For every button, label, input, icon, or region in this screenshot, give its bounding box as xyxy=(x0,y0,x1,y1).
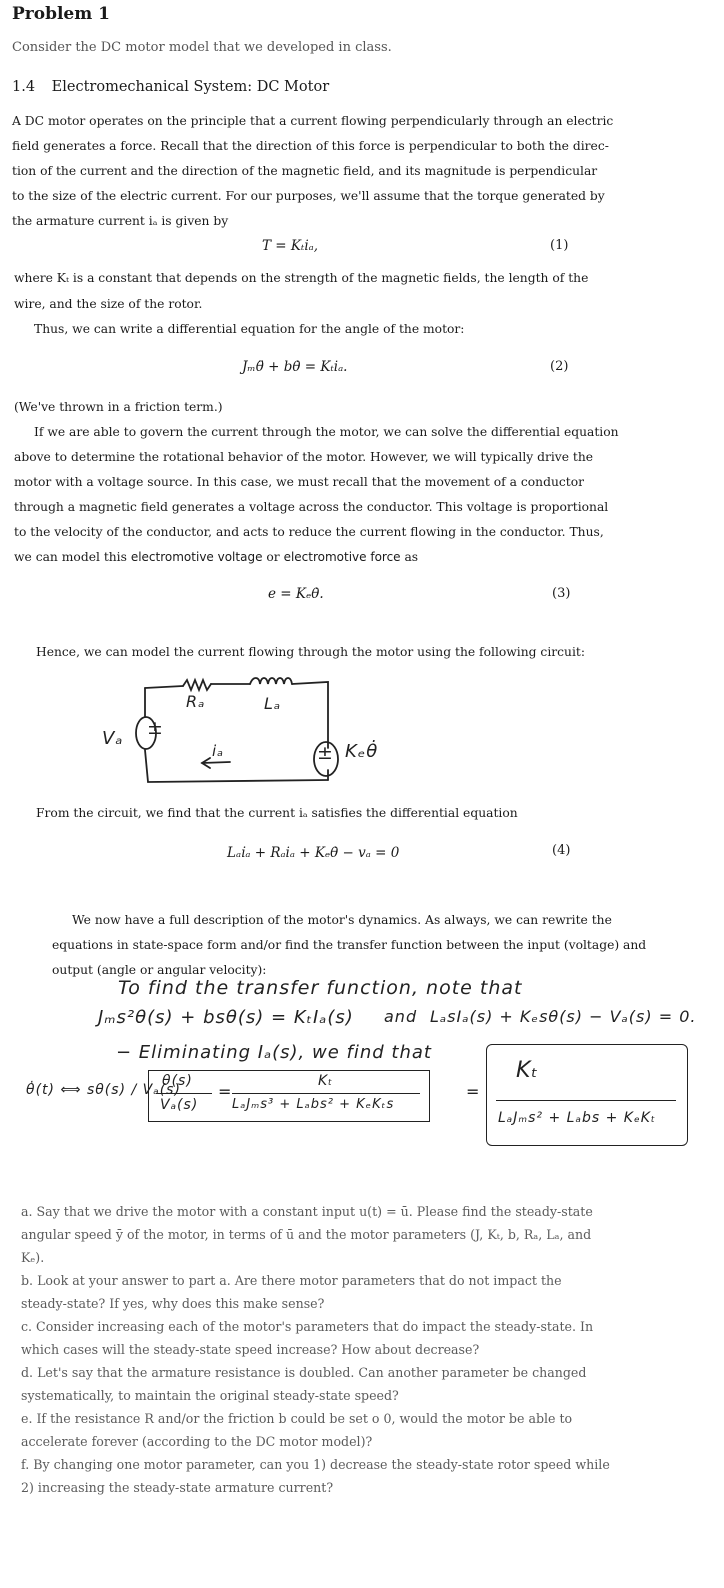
circuit-plusminus-left: ± xyxy=(147,717,164,739)
question-line: systematically, to maintain the original steady-state speed? xyxy=(21,1388,399,1403)
term-electromotive-voltage: electromotive voltage xyxy=(130,550,263,564)
para7-line: We now have a full description of the motor's dynamics. As always, we can rewrite the xyxy=(72,913,612,927)
section-heading xyxy=(12,79,329,95)
question-line: Kₑ). xyxy=(21,1250,45,1265)
question-line: d. Let's say that the armature resistance is doubled. Can another parameter be changed xyxy=(21,1365,587,1380)
para4-line: through a magnetic field generates a voltage across the conductor. This voltage is proportional xyxy=(14,500,609,514)
para3: Thus, we can write a differential equation for the angle of the motor: xyxy=(34,322,465,336)
para1-line: tion of the current and the direction of the magnetic field, and its magnitude is perpendicular xyxy=(12,164,598,178)
handwritten-line-3: − Eliminating Iₐ(s), we find that xyxy=(116,1042,432,1063)
tf2-fraction-bar xyxy=(496,1100,676,1101)
para2-line: where Kₜ is a constant that depends on the strength of the magnetic fields, the length of the xyxy=(14,271,589,285)
para7-line: output (angle or angular velocity): xyxy=(52,963,267,977)
question-line: a. Say that we drive the motor with a constant input u(t) = ū. Please find the steady-state xyxy=(21,1204,593,1219)
tf2-equals: = xyxy=(466,1082,481,1101)
para4-line: motor with a voltage source. In this case, we must recall that the movement of a conductor xyxy=(14,475,584,489)
circuit-source-label: Vₐ xyxy=(102,728,124,749)
handwritten-line-2c: LₐsIₐ(s) + Kₑsθ(s) − Vₐ(s) = 0. xyxy=(430,1007,697,1026)
tf-fraction-bar xyxy=(156,1093,212,1094)
equation-4: Lₐi̇ₐ + Rₐiₐ + Kₑθ̇ − vₐ = 0 xyxy=(227,845,400,861)
para4-line: If we are able to govern the current through the motor, we can solve the differential equation xyxy=(34,425,619,439)
tf-denominator: Vₐ(s) xyxy=(160,1097,199,1113)
tf-k-numerator: Kₜ xyxy=(318,1073,334,1089)
para1-line: A DC motor operates on the principle that a current flowing perpendicularly through an electric xyxy=(12,114,614,128)
para1-line: to the size of the electric current. For our purposes, we'll assume that the torque generated by xyxy=(12,189,605,203)
question-line: e. If the resistance R and/or the friction b could be set o 0, would the motor be able to xyxy=(21,1411,573,1426)
circuit-inductor-label: Lₐ xyxy=(264,694,282,713)
handwritten-line-1: To find the transfer function, note that xyxy=(118,977,523,999)
equation-4-number: (4) xyxy=(552,843,571,858)
handwritten-lhs: θ̇(t) ⟺ sθ(s) / Vₐ(s) xyxy=(26,1082,181,1098)
para7-line: equations in state-space form and/or find the transfer function between the input (voltage) and xyxy=(52,938,647,952)
equation-1: T = Kₜiₐ, xyxy=(262,238,318,254)
problem-title: Problem 1 xyxy=(12,4,110,24)
circuit-back-emf-label: Kₑθ̇ xyxy=(345,741,379,762)
equation-1-number: (1) xyxy=(550,238,569,253)
circuit-current-label: iₐ xyxy=(212,742,225,760)
handwritten-line-2a: Jₘs²θ(s) + bsθ(s) = KₜIₐ(s) xyxy=(98,1007,354,1028)
para1-line: the armature current iₐ is given by xyxy=(12,214,229,228)
equation-3-number: (3) xyxy=(552,586,571,601)
para4-line: to the velocity of the conductor, and acts to reduce the current flowing in the conductor. Thus, xyxy=(14,525,604,539)
tf2-denominator: LₐJₘs² + Lₐbs + KₑKₜ xyxy=(498,1110,657,1126)
equation-3: e = Kₑθ̇. xyxy=(268,586,324,602)
tf-k-denominator: LₐJₘs³ + Lₐbs² + KₑKₜs xyxy=(232,1097,395,1112)
para2-line: wire, and the size of the rotor. xyxy=(14,297,203,311)
para4-line: (We've thrown in a friction term.) xyxy=(14,400,223,414)
circuit-plusminus-right: ± xyxy=(317,742,334,764)
resistor-symbol xyxy=(183,680,211,690)
question-line: f. By changing one motor parameter, can you 1) decrease the steady-state rotor speed while xyxy=(21,1457,610,1472)
tf-equals: = xyxy=(218,1082,233,1101)
question-line: accelerate forever (according to the DC motor model)? xyxy=(21,1434,373,1449)
current-arrow xyxy=(202,762,230,763)
question-line: b. Look at your answer to part a. Are there motor parameters that do not impact the xyxy=(21,1273,562,1288)
tf2-numerator: Kₜ xyxy=(516,1058,539,1083)
equation-2-number: (2) xyxy=(550,359,569,374)
tf-numerator: θ(s) xyxy=(162,1073,193,1089)
question-line: c. Consider increasing each of the motor's parameters that do impact the steady-state. In xyxy=(21,1319,594,1334)
equation-2: Jₘθ̈ + bθ̇ = Kₜiₐ. xyxy=(242,359,348,375)
question-line: which cases will the steady-state speed increase? How about decrease? xyxy=(21,1342,480,1357)
term-electromotive-force: electromotive force xyxy=(283,550,401,564)
section-title: Electromechanical System: DC Motor xyxy=(51,79,330,95)
question-line: steady-state? If yes, why does this make sense? xyxy=(21,1296,325,1311)
circuit-resistor-label: Rₐ xyxy=(186,692,206,711)
para1-line: field generates a force. Recall that the direction of this force is perpendicular to both the direc- xyxy=(12,139,609,153)
question-line: 2) increasing the steady-state armature current? xyxy=(21,1480,334,1495)
para5: Hence, we can model the current flowing through the motor using the following circuit: xyxy=(36,645,585,659)
problem-intro: Consider the DC motor model that we developed in class. xyxy=(12,40,392,55)
para4-line: above to determine the rotational behavior of the motor. However, we will typically drive the xyxy=(14,450,594,464)
inductor-symbol xyxy=(250,678,292,684)
tf-k-fraction-bar xyxy=(232,1093,420,1094)
handwritten-line-2b: and xyxy=(384,1007,418,1026)
dc-motor-circuit-diagram xyxy=(90,670,410,790)
question-line: angular speed ȳ of the motor, in terms of ū and the motor parameters (J, Kₜ, b, Rₐ, Lₐ, and xyxy=(21,1227,592,1242)
section-number: 1.4 xyxy=(12,79,36,95)
para4-line: we can model this electromotive voltage or electromotive force as xyxy=(14,550,419,564)
para6: From the circuit, we find that the current iₐ satisfies the differential equation xyxy=(36,806,518,820)
